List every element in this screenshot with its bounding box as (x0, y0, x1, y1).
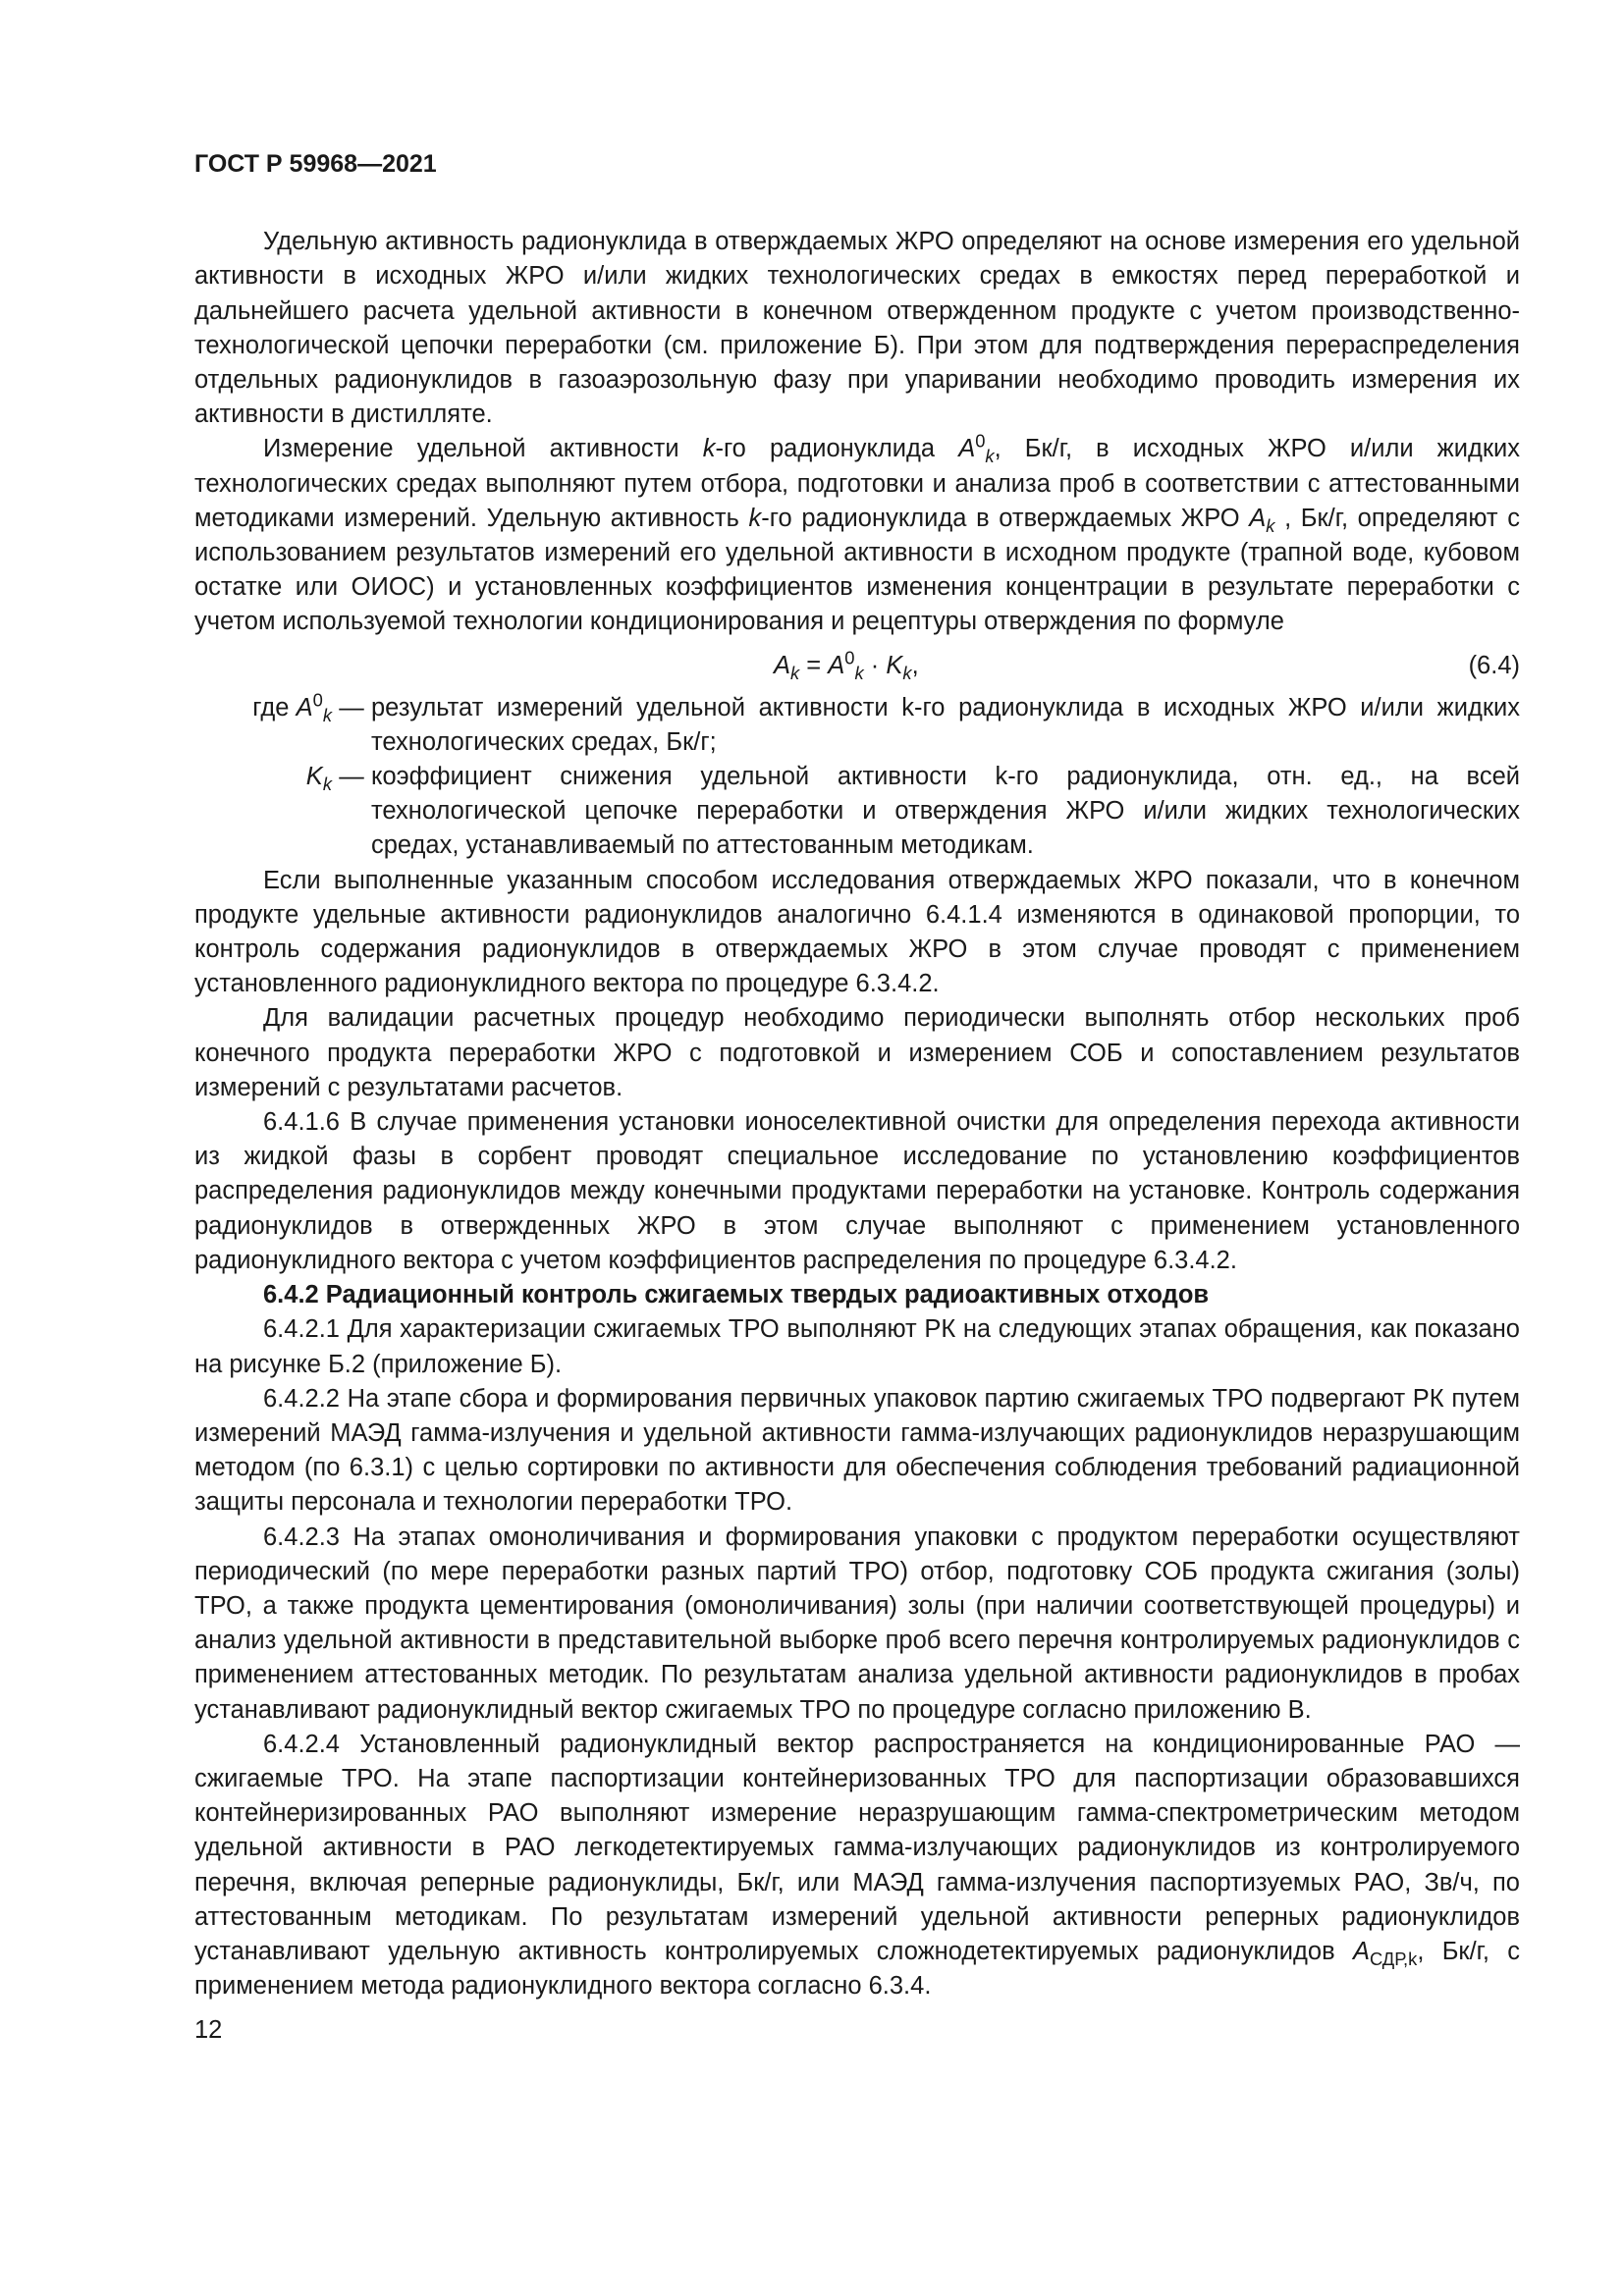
document-page (194, 147, 1520, 2049)
paragraph-6: 6.4.2.1 Для характеризации сжигаемых ТРО выполняют РК на следующих этапах обращения, как показано на рисунке Б.2 (приложение Б). (194, 1315, 1520, 1378)
document-header: ГОСТ Р 59968—2021 (194, 150, 437, 178)
paragraph-9: 6.4.2.4 Установленный радионуклидный вектор распространяется на кондиционированные РАО — сжигаемые ТРО. На этапе паспортизации контейнеризованных ТРО для паспортизации образовавшихся контейнеризированных РАО выполняют измерение неразрушающим гамма-спектрометрическим методом удельной активности в РАО легкодетектируемых гамма-излучающих радионуклидов из контролируемого перечня, включая реперные радионуклиды, Бк/г, или МАЭД гамма-излучения паспортизуемых РАО, Зв/ч, по аттестованным методикам. По результатам измерений удельной активности реперных радионуклидов устанавливают удельную активность контролируемых сложнодетектируемых радионуклидов $A_{СДР,k}$, Бк/г, с применением метода радионуклидного вектора согласно 6.3.4. (194, 1730, 1520, 2001)
paragraph-4: Для валидации расчетных процедур необходимо периодически выполнять отбор нескольких проб конечного продукта переработки ЖРО с подготовкой и измерением СОБ и сопоставлением результатов измерений с результатами расчетов. (194, 1004, 1520, 1101)
page-number: 12 (194, 2016, 223, 2045)
formula-6-4 (194, 640, 1520, 691)
formula-expression: $A_k = A^0_k \cdot K_k$, (774, 647, 919, 683)
paragraph-7: 6.4.2.2 На этапе сбора и формирования первичных упаковок партию сжигаемых ТРО подвергают РК путем измерений МАЭД гамма-излучения и удельной активности гамма-излучающих радионуклидов неразрушающим методом (по 6.3.1) с целью сортировки по активности для обеспечения соблюдения требований радиационной защиты персонала и технологии переработки ТРО. (194, 1384, 1520, 1517)
section-heading: 6.4.2 Радиационный контроль сжигаемых твердых радиоактивных отходов (263, 1281, 1210, 1309)
where-item-1: где $A^0_k$ — результат измерений удельной активности k-го радионуклида в исходных ЖРО и/или жидких технологических средах, Бк/г; (252, 689, 1520, 756)
paragraph-2: Измерение удельной активности k-го радионуклида $A^0_k$, Бк/г, в исходных ЖРО и/или жидких технологических средах выполняют путем отбора, подготовки и анализа проб в соответствии с аттестованными методиками измерений. Удельную активность k-го радионуклида в отверждаемых ЖРО $A_k$ , Бк/г, определяют с использованием результатов измерений его удельной активности в исходном продукте (трапной воде, кубовом остатке или ОИОС) и установленных коэффициентов изменения концентрации в результате переработки с учетом используемой технологии кондиционирования и рецептуры отверждения по формуле (194, 430, 1520, 636)
paragraph-8: 6.4.2.3 На этапах омоноличивания и формирования упаковки с продуктом переработки осуществляют периодический (по мере переработки разных партий ТРО) отбор, подготовку СОБ продукта сжигания (золы) ТРО, а также продукта цементирования (омоноличивания) золы (при наличии соответствующей процедуры) и анализ удельной активности в представительной выборке проб всего перечня контролируемых радионуклидов с применением аттестованных методик. По результатам анализа удельной активности радионуклидов в пробах устанавливают радионуклидный вектор сжигаемых ТРО по процедуре согласно приложению В. (194, 1522, 1520, 1724)
paragraph-1: Удельную активность радионуклида в отверждаемых ЖРО определяют на основе измерения его удельной активности в исходных ЖРО и/или жидких технологических средах в емкостях перед переработкой и дальнейшего расчета удельной активности в конечном отвержденном продукте с учетом производственно-технологической цепочки переработки (см. приложение Б). При этом для подтверждения перераспределения отдельных радионуклидов в газоаэрозольную фазу при упаривании необходимо проводить измерения их активности в дистилляте. (194, 228, 1520, 429)
formula-number: (6.4) (1468, 651, 1520, 679)
paragraph-3: Если выполненные указанным способом исследования отверждаемых ЖРО показали, что в конечном продукте удельные активности радионуклидов аналогично 6.4.1.4 изменяются в одинаковой пропорции, то контроль содержания радионуклидов в отверждаемых ЖРО в этом случае проводят с применением установленного радионуклидного вектора по процедуре 6.3.4.2. (194, 866, 1520, 998)
where-item-2: $K_k$ — коэффициент снижения удельной активности k-го радионуклида, отн. ед., на всей технологической цепочке переработки и отверждения ЖРО и/или жидких технологических средах, устанавливаемый по аттестованным методикам. (305, 763, 1520, 860)
paragraph-5: 6.4.1.6 В случае применения установки ионоселективной очистки для определения перехода активности из жидкой фазы в сорбент проводят специальное исследование по установлению коэффициентов распределения радионуклидов между конечными продуктами переработки на установке. Контроль содержания радионуклидов в отвержденных ЖРО в этом случае выполняют с применением установленного радионуклидного вектора с учетом коэффициентов распределения по процедуре 6.3.4.2. (194, 1108, 1520, 1274)
